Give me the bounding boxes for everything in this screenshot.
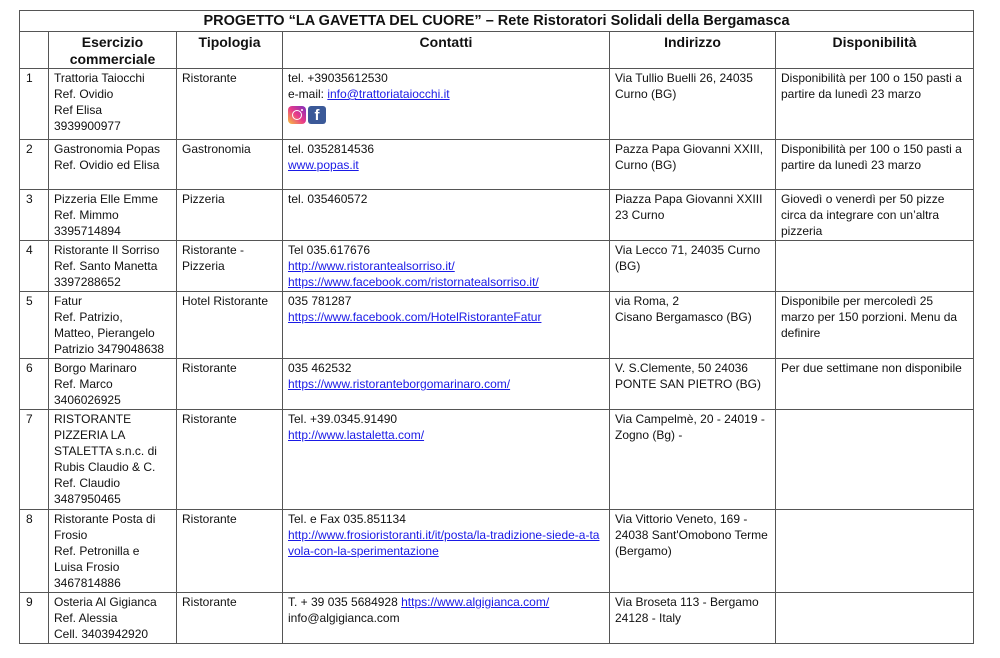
indirizzo-cell: Via Lecco 71, 24035 Curno (BG) — [610, 241, 776, 292]
disponibilita-cell: Disponibilità per 100 o 150 pasti a partire da lunedì 23 marzo — [776, 140, 974, 190]
contatti-cell — [283, 190, 610, 241]
social-icons — [288, 106, 604, 124]
esercizio-line: Ref. Ovidio ed Elisa — [54, 158, 160, 172]
esercizio-line: Ref. Petronilla e — [54, 544, 140, 558]
esercizio-line: Ref. Santo Manetta — [54, 259, 158, 273]
tipologia-cell: Ristorante — [177, 593, 283, 644]
disponibilita-cell — [776, 410, 974, 510]
disponibilita-cell: Giovedì o venerdì per 50 pizze circa da integrare con un’altra pizzeria — [776, 190, 974, 241]
esercizio-line: Borgo Marinaro — [54, 361, 137, 375]
esercizio-line: RISTORANTE — [54, 412, 132, 426]
contatti-cell — [283, 292, 610, 359]
tipologia-cell: Ristorante — [177, 69, 283, 140]
disponibilita-cell: Per due settimane non disponibile — [776, 359, 974, 410]
row-number: 6 — [20, 359, 49, 410]
esercizio-line: 3395714894 — [54, 224, 121, 238]
contatti-cell — [283, 510, 610, 593]
header-contatti: Contatti — [283, 32, 610, 69]
website-link[interactable]: https://www.algigianca.com/ — [401, 595, 550, 609]
phone: tel. 0352814536 — [288, 142, 375, 156]
row-number: 5 — [20, 292, 49, 359]
facebook-link[interactable]: https://www.facebook.com/HotelRistoranteFatur — [288, 310, 542, 324]
disponibilita-cell — [776, 510, 974, 593]
facebook-icon[interactable]: f — [308, 106, 326, 124]
disponibilita-cell — [776, 241, 974, 292]
esercizio-line: 3467814886 — [54, 576, 121, 590]
header-esercizio: Esercizio commerciale — [49, 32, 177, 69]
contatti-cell — [283, 140, 610, 190]
email-label: e-mail: — [288, 87, 328, 101]
row-number: 3 — [20, 190, 49, 241]
esercizio-line: 3397288652 — [54, 275, 121, 289]
esercizio-cell — [49, 410, 177, 510]
header-row — [20, 32, 974, 69]
website-link[interactable]: http://www.lastaletta.com/ — [288, 428, 425, 442]
row-number: 8 — [20, 510, 49, 593]
esercizio-line: Ref. Claudio — [54, 476, 121, 490]
esercizio-line: Ref Elisa — [54, 103, 103, 117]
phone: Tel. e Fax 035.851134 — [288, 512, 406, 526]
tipologia-cell: Ristorante - Pizzeria — [177, 241, 283, 292]
esercizio-line: Gastronomia Popas — [54, 142, 161, 156]
esercizio-line: Frosio — [54, 528, 88, 542]
esercizio-line: Luisa Frosio — [54, 560, 120, 574]
restaurants-table — [19, 10, 974, 644]
header-indirizzo: Indirizzo — [610, 32, 776, 69]
phone: tel. +39035612530 — [288, 71, 388, 85]
esercizio-line: Ref. Patrizio, — [54, 310, 123, 324]
row-number: 9 — [20, 593, 49, 644]
row-number: 7 — [20, 410, 49, 510]
esercizio-cell — [49, 510, 177, 593]
row-number: 1 — [20, 69, 49, 140]
esercizio-cell — [49, 593, 177, 644]
header-num — [20, 32, 49, 69]
row-number: 4 — [20, 241, 49, 292]
tipologia-cell: Pizzeria — [177, 190, 283, 241]
esercizio-line: 3406026925 — [54, 393, 121, 407]
table-row — [20, 292, 974, 359]
indirizzo-cell: Via Broseta 113 - Bergamo 24128 - Italy — [610, 593, 776, 644]
table-row — [20, 190, 974, 241]
esercizio-line: Osteria Al Gigianca — [54, 595, 157, 609]
esercizio-line: Matteo, Pierangelo — [54, 326, 155, 340]
phone: tel. 035460572 — [288, 192, 368, 206]
esercizio-line: Ref. Ovidio — [54, 87, 114, 101]
esercizio-line: STALETTA s.n.c. di — [54, 444, 157, 458]
website-link[interactable]: www.popas.it — [288, 158, 359, 172]
instagram-icon[interactable] — [288, 106, 306, 124]
indirizzo-cell: via Roma, 2 Cisano Bergamasco (BG) — [610, 292, 776, 359]
esercizio-line: Rubis Claudio & C. — [54, 460, 156, 474]
esercizio-line: Trattoria Taiocchi — [54, 71, 145, 85]
table-row — [20, 359, 974, 410]
title-row — [20, 11, 974, 32]
table-row — [20, 241, 974, 292]
website-link[interactable]: http://www.frosioristoranti.it/it/posta/la-tradizione-siede-a-tavola-con-la-sperimentazione — [288, 528, 600, 558]
phone-line — [288, 594, 604, 610]
tipologia-cell: Ristorante — [177, 410, 283, 510]
document-title: PROGETTO “LA GAVETTA DEL CUORE” – Rete Ristoratori Solidali della Bergamasca — [20, 11, 974, 32]
esercizio-line: Ref. Mimmo — [54, 208, 119, 222]
indirizzo-cell: Piazza Papa Giovanni XXIII 23 Curno — [610, 190, 776, 241]
indirizzo-cell: Via Vittorio Veneto, 169 - 24038 Sant'Omobono Terme (Bergamo) — [610, 510, 776, 593]
indirizzo-cell: Via Campelmè, 20 - 24019 - Zogno (Bg) - — [610, 410, 776, 510]
table-row — [20, 510, 974, 593]
esercizio-line: Pizzeria Elle Emme — [54, 192, 159, 206]
table-row — [20, 140, 974, 190]
esercizio-line: Ref. Alessia — [54, 611, 118, 625]
contatti-cell — [283, 359, 610, 410]
header-disponibilita: Disponibilità — [776, 32, 974, 69]
table-row — [20, 69, 974, 140]
esercizio-line: Ref. Marco — [54, 377, 113, 391]
esercizio-cell — [49, 359, 177, 410]
esercizio-cell — [49, 292, 177, 359]
table-row — [20, 410, 974, 510]
esercizio-line: Cell. 3403942920 — [54, 627, 149, 641]
phone: Tel 035.617676 — [288, 243, 371, 257]
indirizzo-cell: Via Tullio Buelli 26, 24035 Curno (BG) — [610, 69, 776, 140]
esercizio-line: Ristorante Il Sorriso — [54, 243, 160, 257]
tipologia-cell: Gastronomia — [177, 140, 283, 190]
row-number: 2 — [20, 140, 49, 190]
esercizio-line: PIZZERIA LA — [54, 428, 126, 442]
facebook-link[interactable]: https://www.facebook.com/ristornatealsorriso.it/ — [288, 275, 539, 289]
email: info@algigianca.com — [288, 611, 400, 625]
contatti-cell — [283, 410, 610, 510]
tipologia-cell: Ristorante — [177, 359, 283, 410]
tipologia-cell: Hotel Ristorante — [177, 292, 283, 359]
contatti-cell — [283, 241, 610, 292]
esercizio-line: Patrizio 3479048638 — [54, 342, 165, 356]
phone: 035 781287 — [288, 294, 352, 308]
phone: 035 462532 — [288, 361, 352, 375]
esercizio-line: 3487950465 — [54, 492, 121, 506]
email-line — [288, 86, 604, 102]
tipologia-cell: Ristorante — [177, 510, 283, 593]
esercizio-cell — [49, 241, 177, 292]
phone: T. + 39 035 5684928 — [288, 595, 402, 609]
esercizio-line: 3939900977 — [54, 119, 121, 133]
email-link[interactable]: info@trattoriataiocchi.it — [327, 87, 450, 101]
contatti-cell — [283, 593, 610, 644]
esercizio-cell — [49, 190, 177, 241]
esercizio-cell — [49, 140, 177, 190]
esercizio-line: Ristorante Posta di — [54, 512, 156, 526]
esercizio-line: Fatur — [54, 294, 83, 308]
disponibilita-cell: Disponibilità per 100 o 150 pasti a partire da lunedì 23 marzo — [776, 69, 974, 140]
esercizio-cell — [49, 69, 177, 140]
indirizzo-cell: Pazza Papa Giovanni XXIII, Curno (BG) — [610, 140, 776, 190]
contatti-cell — [283, 69, 610, 140]
header-tipologia: Tipologia — [177, 32, 283, 69]
disponibilita-cell: Disponibile per mercoledì 25 marzo per 150 porzioni. Menu da definire — [776, 292, 974, 359]
website-link[interactable]: http://www.ristorantealsorriso.it/ — [288, 259, 455, 273]
indirizzo-cell: V. S.Clemente, 50 24036 PONTE SAN PIETRO (BG) — [610, 359, 776, 410]
phone: Tel. +39.0345.91490 — [288, 412, 398, 426]
disponibilita-cell — [776, 593, 974, 644]
table-row — [20, 593, 974, 644]
website-link[interactable]: https://www.ristoranteborgomarinaro.com/ — [288, 377, 511, 391]
